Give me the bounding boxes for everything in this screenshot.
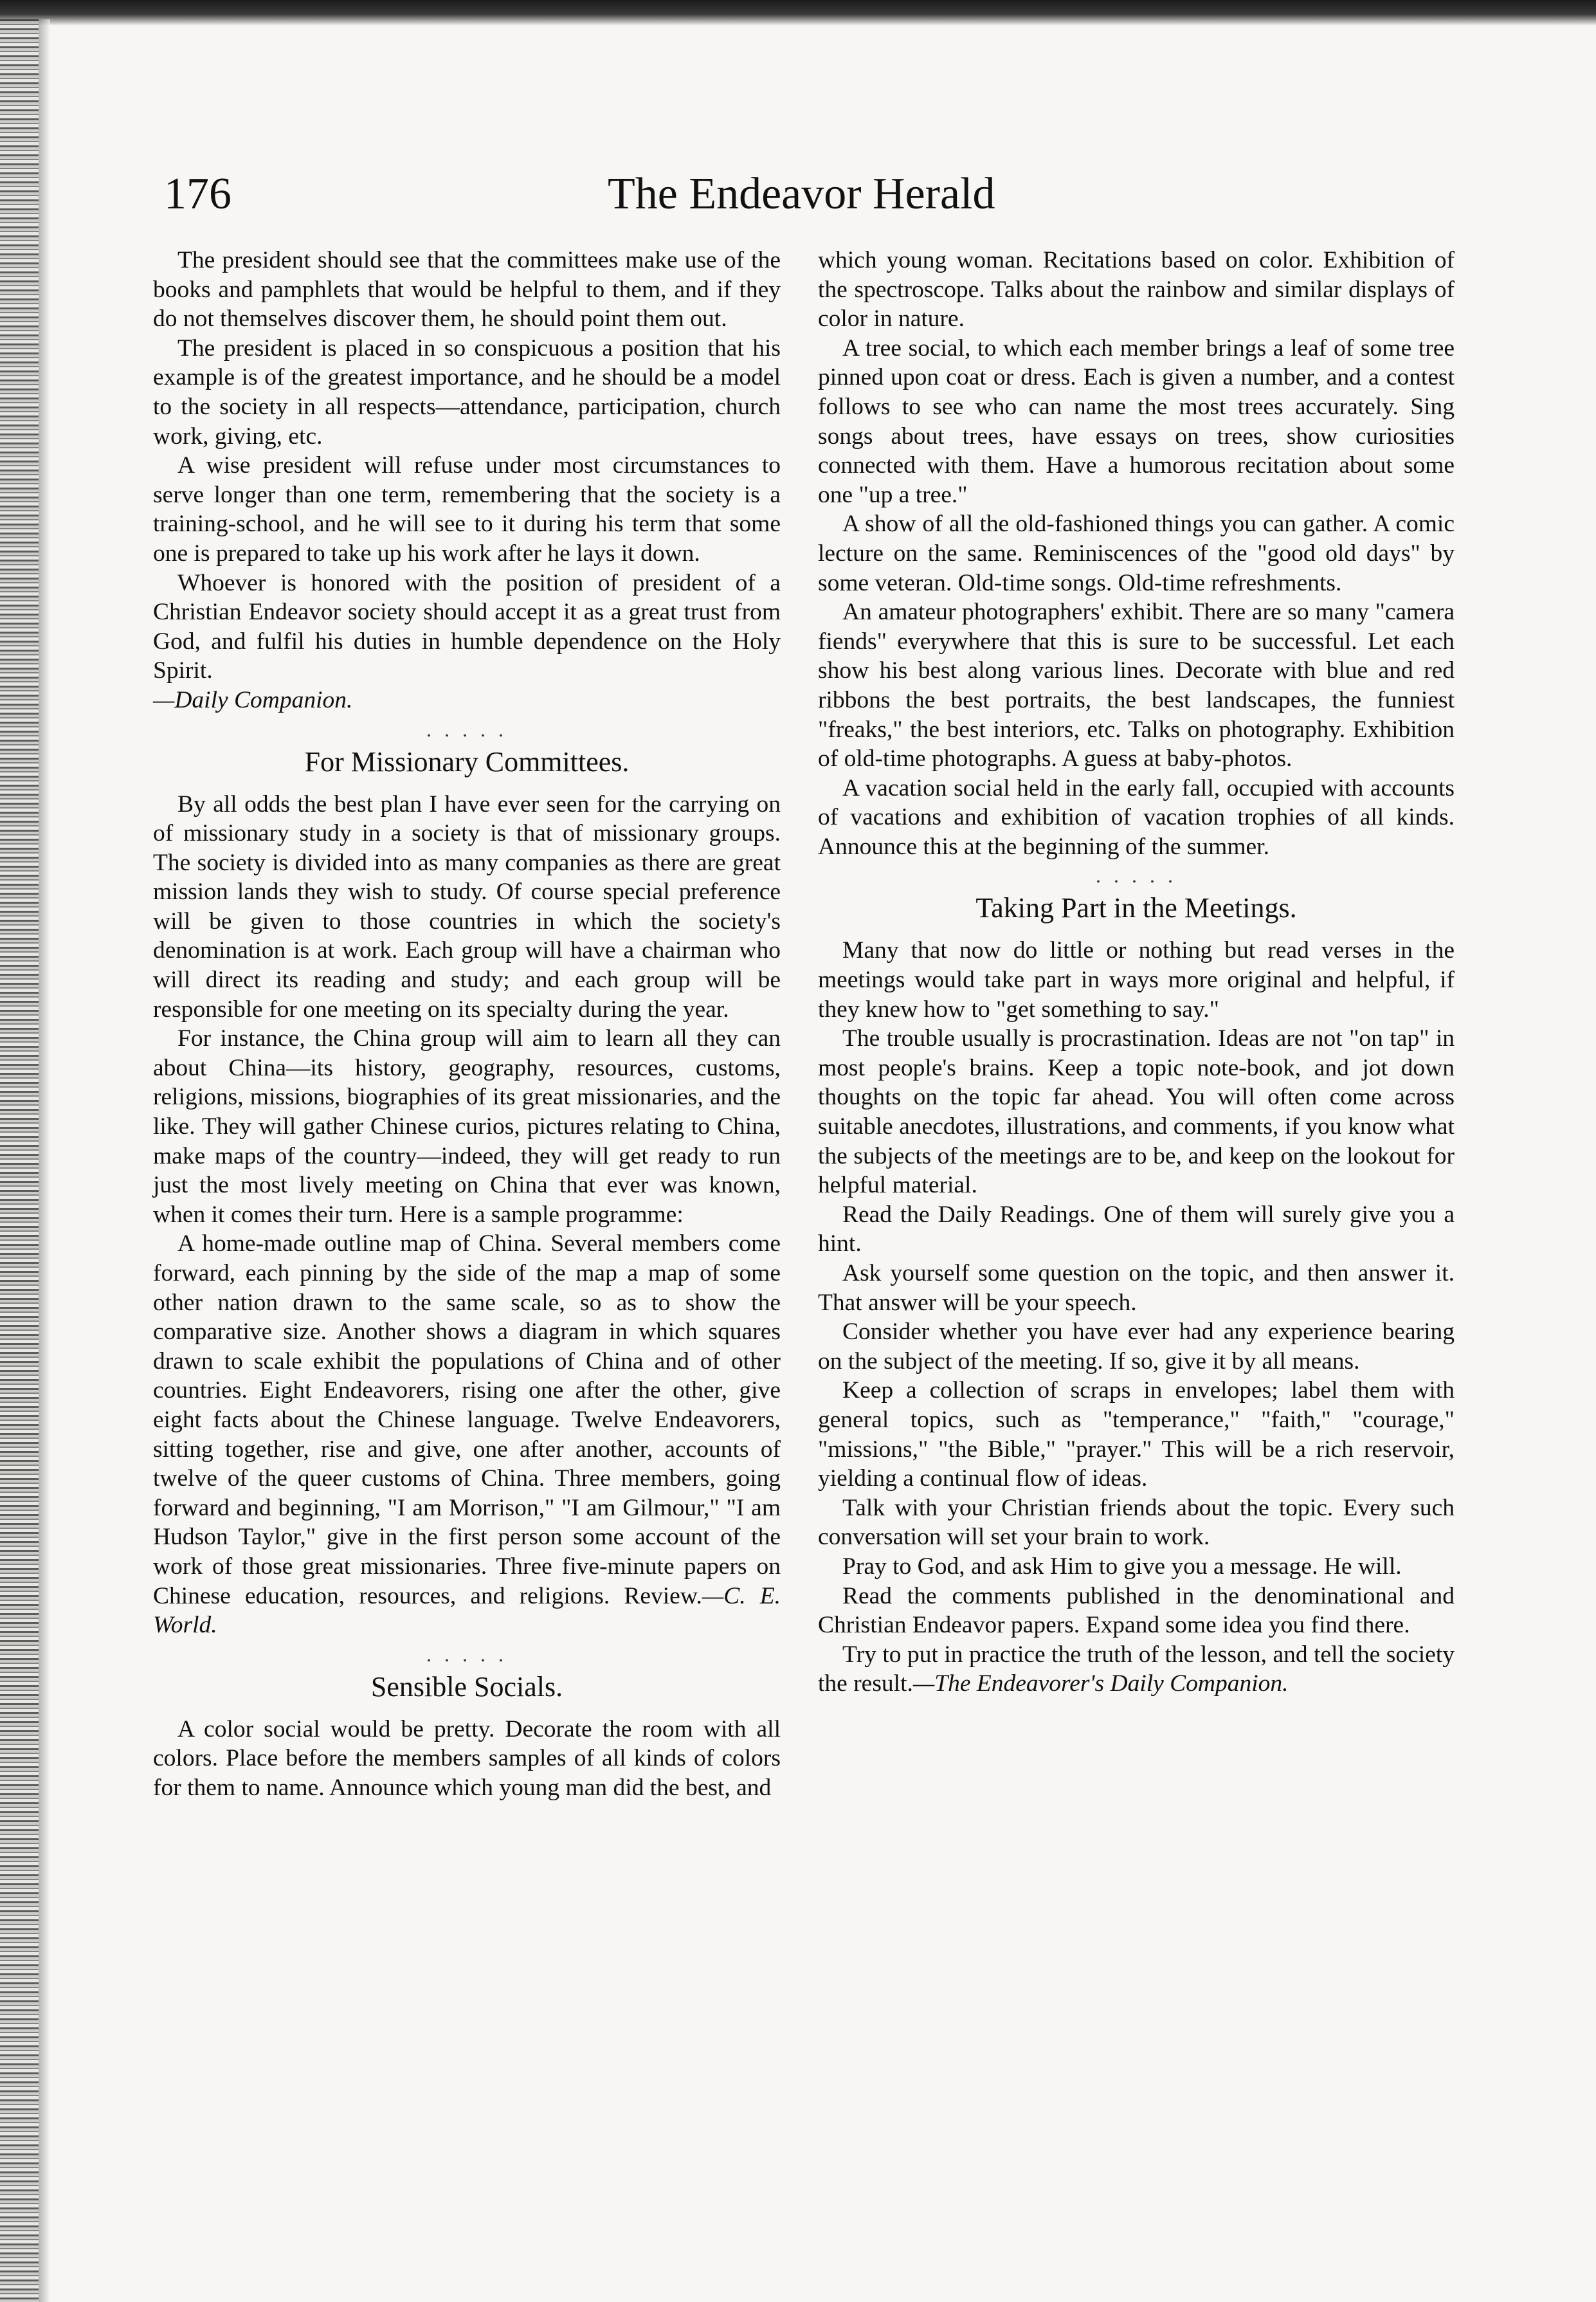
section-heading: Sensible Socials. — [370, 1670, 563, 1703]
paragraph: The president is placed in so conspicuous a position that his example is of the greatest importance, and he should be a model to the society in all respects—attendance, participation, church work, giving, etc. — [153, 334, 781, 450]
paragraph-text: A home-made outline map of China. Several members come forward, each pinning by the side of the map a map of some other nation drawn to the same scale, so as to show the comparative size. Another shows a diagram in which squares drawn to scale exhibit the populations of China and of other countries. Eight Endeavorers, rising one after the other, give eight facts about the Chinese language. Twelve Endeavorers, sitting together, rise and give, one after another, accounts of twelve of the queer customs of China. Three members, going forward and beginning, "I am Morrison," "I am Gilmour," "I am Hudson Taylor," give in the first person some account of the work of those great missionaries. Three five-minute papers on Chinese education, resources, and religions. Review. — [153, 1230, 781, 1609]
scan-top-edge — [0, 0, 1596, 26]
section-divider: . . . . . — [1096, 864, 1177, 888]
paragraph: An amateur photographers' exhibit. There are so many "camera fiends" everywhere that this is sure to be successful. Let each show his best along various lines. Decorate with blue and red ribbons the best portraits, the best landscapes, the funniest "freaks," the best interiors, etc. Talks on photography. Exhibition of old-time photographs. A guess at baby-photos. — [818, 599, 1455, 772]
paragraph: Read the comments published in the denominational and Christian Endeavor papers. Expand some idea you find there. — [818, 1582, 1455, 1639]
section-heading: Taking Part in the Meetings. — [975, 892, 1297, 924]
paragraph: A wise president will refuse under most circumstances to serve longer than one term, remembering that the society is a training-school, and he will see to it during his term that some one is prepared to take up his work after he lays it down. — [153, 452, 781, 567]
paragraph: The trouble usually is procrastination. Ideas are not "on tap" in most people's brains. Keep a topic note-book, and jot down thoughts on the topic far ahead. You will often come across suitable anecdotes, illustrations, and comments, if you know what the subjects of the meetings are to be, and keep on the lookout for helpful material. — [818, 1025, 1455, 1199]
section-divider: . . . . . — [426, 717, 507, 741]
right-column — [818, 246, 1455, 1699]
page-number: 176 — [164, 169, 231, 219]
left-column — [153, 246, 781, 1803]
paragraph: For instance, the China group will aim to learn all they can about China—its history, geography, resources, customs, religions, missions, biographies of its great missionaries, and the like. They will gather Chinese curios, pictures relating to China, make maps of the country—indeed, they will get ready to run just the most lively meeting on China that ever was known, when it comes their turn. Here is a sample programme: — [153, 1025, 781, 1228]
paragraph-text: Try to put in practice the truth of the lesson, and tell the society the result. — [818, 1641, 1455, 1697]
paragraph: Whoever is honored with the position of president of a Christian Endeavor society should accept it as a great trust from God, and fulfil his duties in humble dependence on the Holy Spirit. — [153, 569, 781, 684]
paragraph: Consider whether you have ever had any experience bearing on the subject of the meeting. If so, give it by all means. — [818, 1319, 1455, 1375]
paragraph: Read the Daily Readings. One of them will surely give you a hint. — [818, 1201, 1455, 1257]
scan-binding-shadow — [39, 19, 50, 2302]
paragraph: A tree social, to which each member brings a leaf of some tree pinned upon coat or dress. Each is given a number, and a contest follows to see who can name the most trees accurately. Sing songs about trees, have essays on trees, show curiosities connected with them. Have a humorous recitation about some one "up a tree." — [818, 334, 1455, 508]
paragraph: Pray to God, and ask Him to give you a message. He will. — [842, 1553, 1402, 1580]
attribution: —C. E. World. — [153, 1582, 781, 1639]
paragraph: Many that now do little or nothing but read verses in the meetings would take part in ways more original and helpful, if they knew how to "get something to say." — [818, 937, 1455, 1023]
scan-binding-edge — [0, 19, 39, 2302]
paragraph: A show of all the old-fashioned things you can gather. A comic lecture on the same. Reminiscences of the "good old days" by some veteran. Old-time songs. Old-time refreshments. — [818, 511, 1455, 596]
paragraph: A vacation social held in the early fall, occupied with accounts of vacations and exhibition of vacation trophies of all kinds. Announce this at the beginning of the summer. — [818, 774, 1455, 860]
attribution: —Daily Companion. — [153, 686, 353, 713]
running-title: The Endeavor Herald — [608, 169, 995, 219]
paragraph: The president should see that the committees make use of the books and pamphlets that would be helpful to them, and if they do not themselves discover them, he should point them out. — [153, 247, 781, 333]
paragraph — [818, 1640, 1455, 1699]
paragraph — [153, 1229, 781, 1640]
paragraph: By all odds the best plan I have ever seen for the carrying on of missionary study in a society is that of missionary groups. The society is divided into as many companies as there are great mission lands they wish to study. Of course special preference will be given to those countries in which the society's denomination is at work. Each group will have a chairman who will direct its reading and study; and each group will be responsible for one meeting on its specialty during the year. — [153, 790, 781, 1023]
section-heading: For Missionary Committees. — [304, 745, 630, 778]
paragraph: A color social would be pretty. Decorate the room with all colors. Place before the members samples of all kinds of colors for them to name. Announce which young man did the best, and — [153, 1715, 781, 1801]
attribution: —The Endeavorer's Daily Companion. — [912, 1670, 1289, 1697]
section-divider: . . . . . — [426, 1642, 507, 1666]
paragraph: which young woman. Recitations based on color. Exhibition of the spectroscope. Talks about the rainbow and similar displays of color in nature. — [818, 247, 1455, 333]
paragraph: Talk with your Christian friends about the topic. Every such conversation will set your brain to work. — [818, 1494, 1455, 1551]
paragraph: Keep a collection of scraps in envelopes; label them with general topics, such as "temperance," "faith," "courage," "missions," "the Bible," "prayer." This will be a rich reservoir, yielding a continual flow of ideas. — [818, 1377, 1455, 1492]
paragraph: Ask yourself some question on the topic, and then answer it. That answer will be your speech. — [818, 1260, 1455, 1316]
